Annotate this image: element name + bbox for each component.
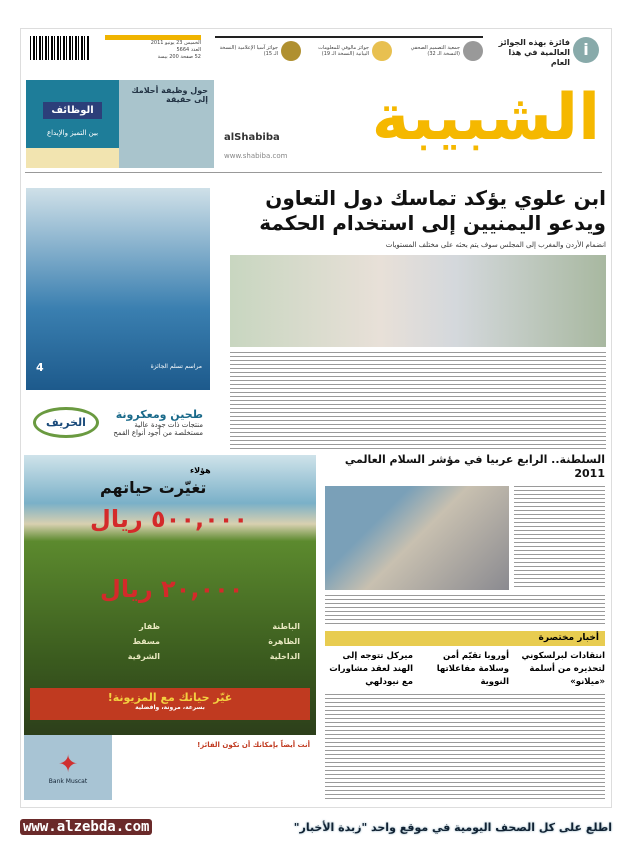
website-link[interactable]: www.shabiba.com xyxy=(224,152,288,160)
ad-slogan-sub: بسرعة، مرونة، وافضلية xyxy=(135,704,205,711)
ad-region: الباطنة xyxy=(272,622,300,631)
briefs-body xyxy=(325,694,605,801)
lead-body xyxy=(230,352,606,450)
footer-url[interactable]: www.alzebda.com xyxy=(20,819,152,835)
award-seal-icon xyxy=(281,41,301,61)
section-body-2 xyxy=(325,595,605,625)
info-icon: i xyxy=(573,37,599,63)
award-label: جمعية التصميم الصحفي (النسخة الـ 32) xyxy=(410,45,460,57)
briefs-header: أخبار مختصرة xyxy=(325,631,605,646)
briefs-list xyxy=(325,650,605,689)
ad-amount-2: ٢٠,٠٠٠ ريال xyxy=(100,575,244,603)
logo: الشبيبة xyxy=(371,81,600,155)
briefs-section xyxy=(325,631,605,801)
bank-name: Bank Muscat xyxy=(48,778,88,785)
issue-price: 52 صفحة 200 بيسة xyxy=(157,54,201,60)
logo-en: alShabiba xyxy=(224,132,280,143)
section-headline[interactable]: السلطنة.. الرابع عربيا في مؤشر السلام العالمي 2011 xyxy=(344,453,605,480)
brief-item[interactable]: ميركل تتوجه إلى الهند لعقد مشاورات مع نيودلهي xyxy=(329,651,413,687)
award-3 xyxy=(215,41,301,61)
award-label: جوائز آسيا الإعلامية (النسخة الـ 15) xyxy=(219,45,278,57)
award-1 xyxy=(397,41,483,61)
awards-bar xyxy=(215,36,483,64)
award-seal-icon xyxy=(463,41,483,61)
award-2 xyxy=(306,41,392,61)
award-label: جوائز مالوفي للمعلومات البيانية (النسخة الـ 19) xyxy=(318,45,369,57)
jobs-ad-sub: بين التميز والإبداع xyxy=(46,129,99,137)
ad-regions xyxy=(40,622,300,661)
brief-item[interactable]: أوروبا تقيّم أمن وسلامة مفاعلاتها النووية xyxy=(436,651,509,687)
ad-region: ظفار xyxy=(139,622,160,631)
jobs-ad[interactable] xyxy=(26,80,214,168)
photo-caption: مراسم تسلم الجائزة xyxy=(150,363,202,370)
page-ref: 4 xyxy=(36,361,44,374)
divider xyxy=(25,172,602,173)
city-photo xyxy=(325,486,509,590)
khareef-desc: منتجات ذات جودة عالية مستخلصة من أجود أنواع القمح xyxy=(113,421,203,437)
issue-info xyxy=(105,35,201,63)
section-story xyxy=(325,453,605,625)
khareef-ad[interactable] xyxy=(26,395,210,450)
ad-region: مسقط xyxy=(132,637,160,646)
lead-headline[interactable]: ابن علوي يؤكد تماسك دول التعاون ويدعو اليمنيين إلى استخدام الحكمة xyxy=(259,186,606,235)
section-body xyxy=(514,486,605,590)
lead-subline: انضمام الأردن والمغرب إلى المجلس سوف يتم بحثه على مختلف المستويات xyxy=(385,241,606,249)
issue-number: العدد 5664 xyxy=(176,47,201,53)
ad-region: الداخلية xyxy=(269,652,300,661)
jobs-ad-text: حول وظيفة أحلامك إلى حقيقة xyxy=(119,80,214,168)
ad-region: الشرقية xyxy=(127,652,160,661)
footer-text: اطلع على كل الصحف اليومية في موقع واحد "زبدة الأخبار" xyxy=(293,820,612,834)
jobs-ad-label: الوظائف xyxy=(43,102,101,119)
awards-title: فائزة بهذه الجوائز العالمية في هذا العام xyxy=(498,38,570,67)
ad-region: الظاهرة xyxy=(268,637,300,646)
ad-slogan: غيّر حياتك مع المزيونة! xyxy=(107,691,233,704)
barcode xyxy=(30,36,90,60)
footer-banner xyxy=(0,813,632,841)
ad-bottom xyxy=(24,735,316,800)
lead-photos xyxy=(230,255,606,347)
award-seal-icon xyxy=(372,41,392,61)
issue-date: الخميس 23 يونيو 2011 xyxy=(150,40,201,46)
ad-slogan-banner xyxy=(30,688,310,720)
lead-story xyxy=(222,186,606,450)
trophy-photo xyxy=(26,188,210,390)
ad-bottom-text: أنت أيضاً بإمكانك أن تكون الفائز! xyxy=(197,741,310,749)
khareef-logo: الخريف xyxy=(33,407,99,438)
brief-item[interactable]: انتقادات لبرلسكوني لتحذيره من أسلمة «ميلانو» xyxy=(521,651,605,687)
khareef-title: طحين ومعكرونة xyxy=(115,408,203,421)
ad-pre: هؤلاء xyxy=(190,466,211,475)
ad-headline: تغيّرت حياتهم xyxy=(100,478,207,497)
ad-amount-1: ٥٠٠,٠٠٠ ريال xyxy=(90,505,249,533)
bank-logo-icon: ✦ xyxy=(57,750,79,778)
